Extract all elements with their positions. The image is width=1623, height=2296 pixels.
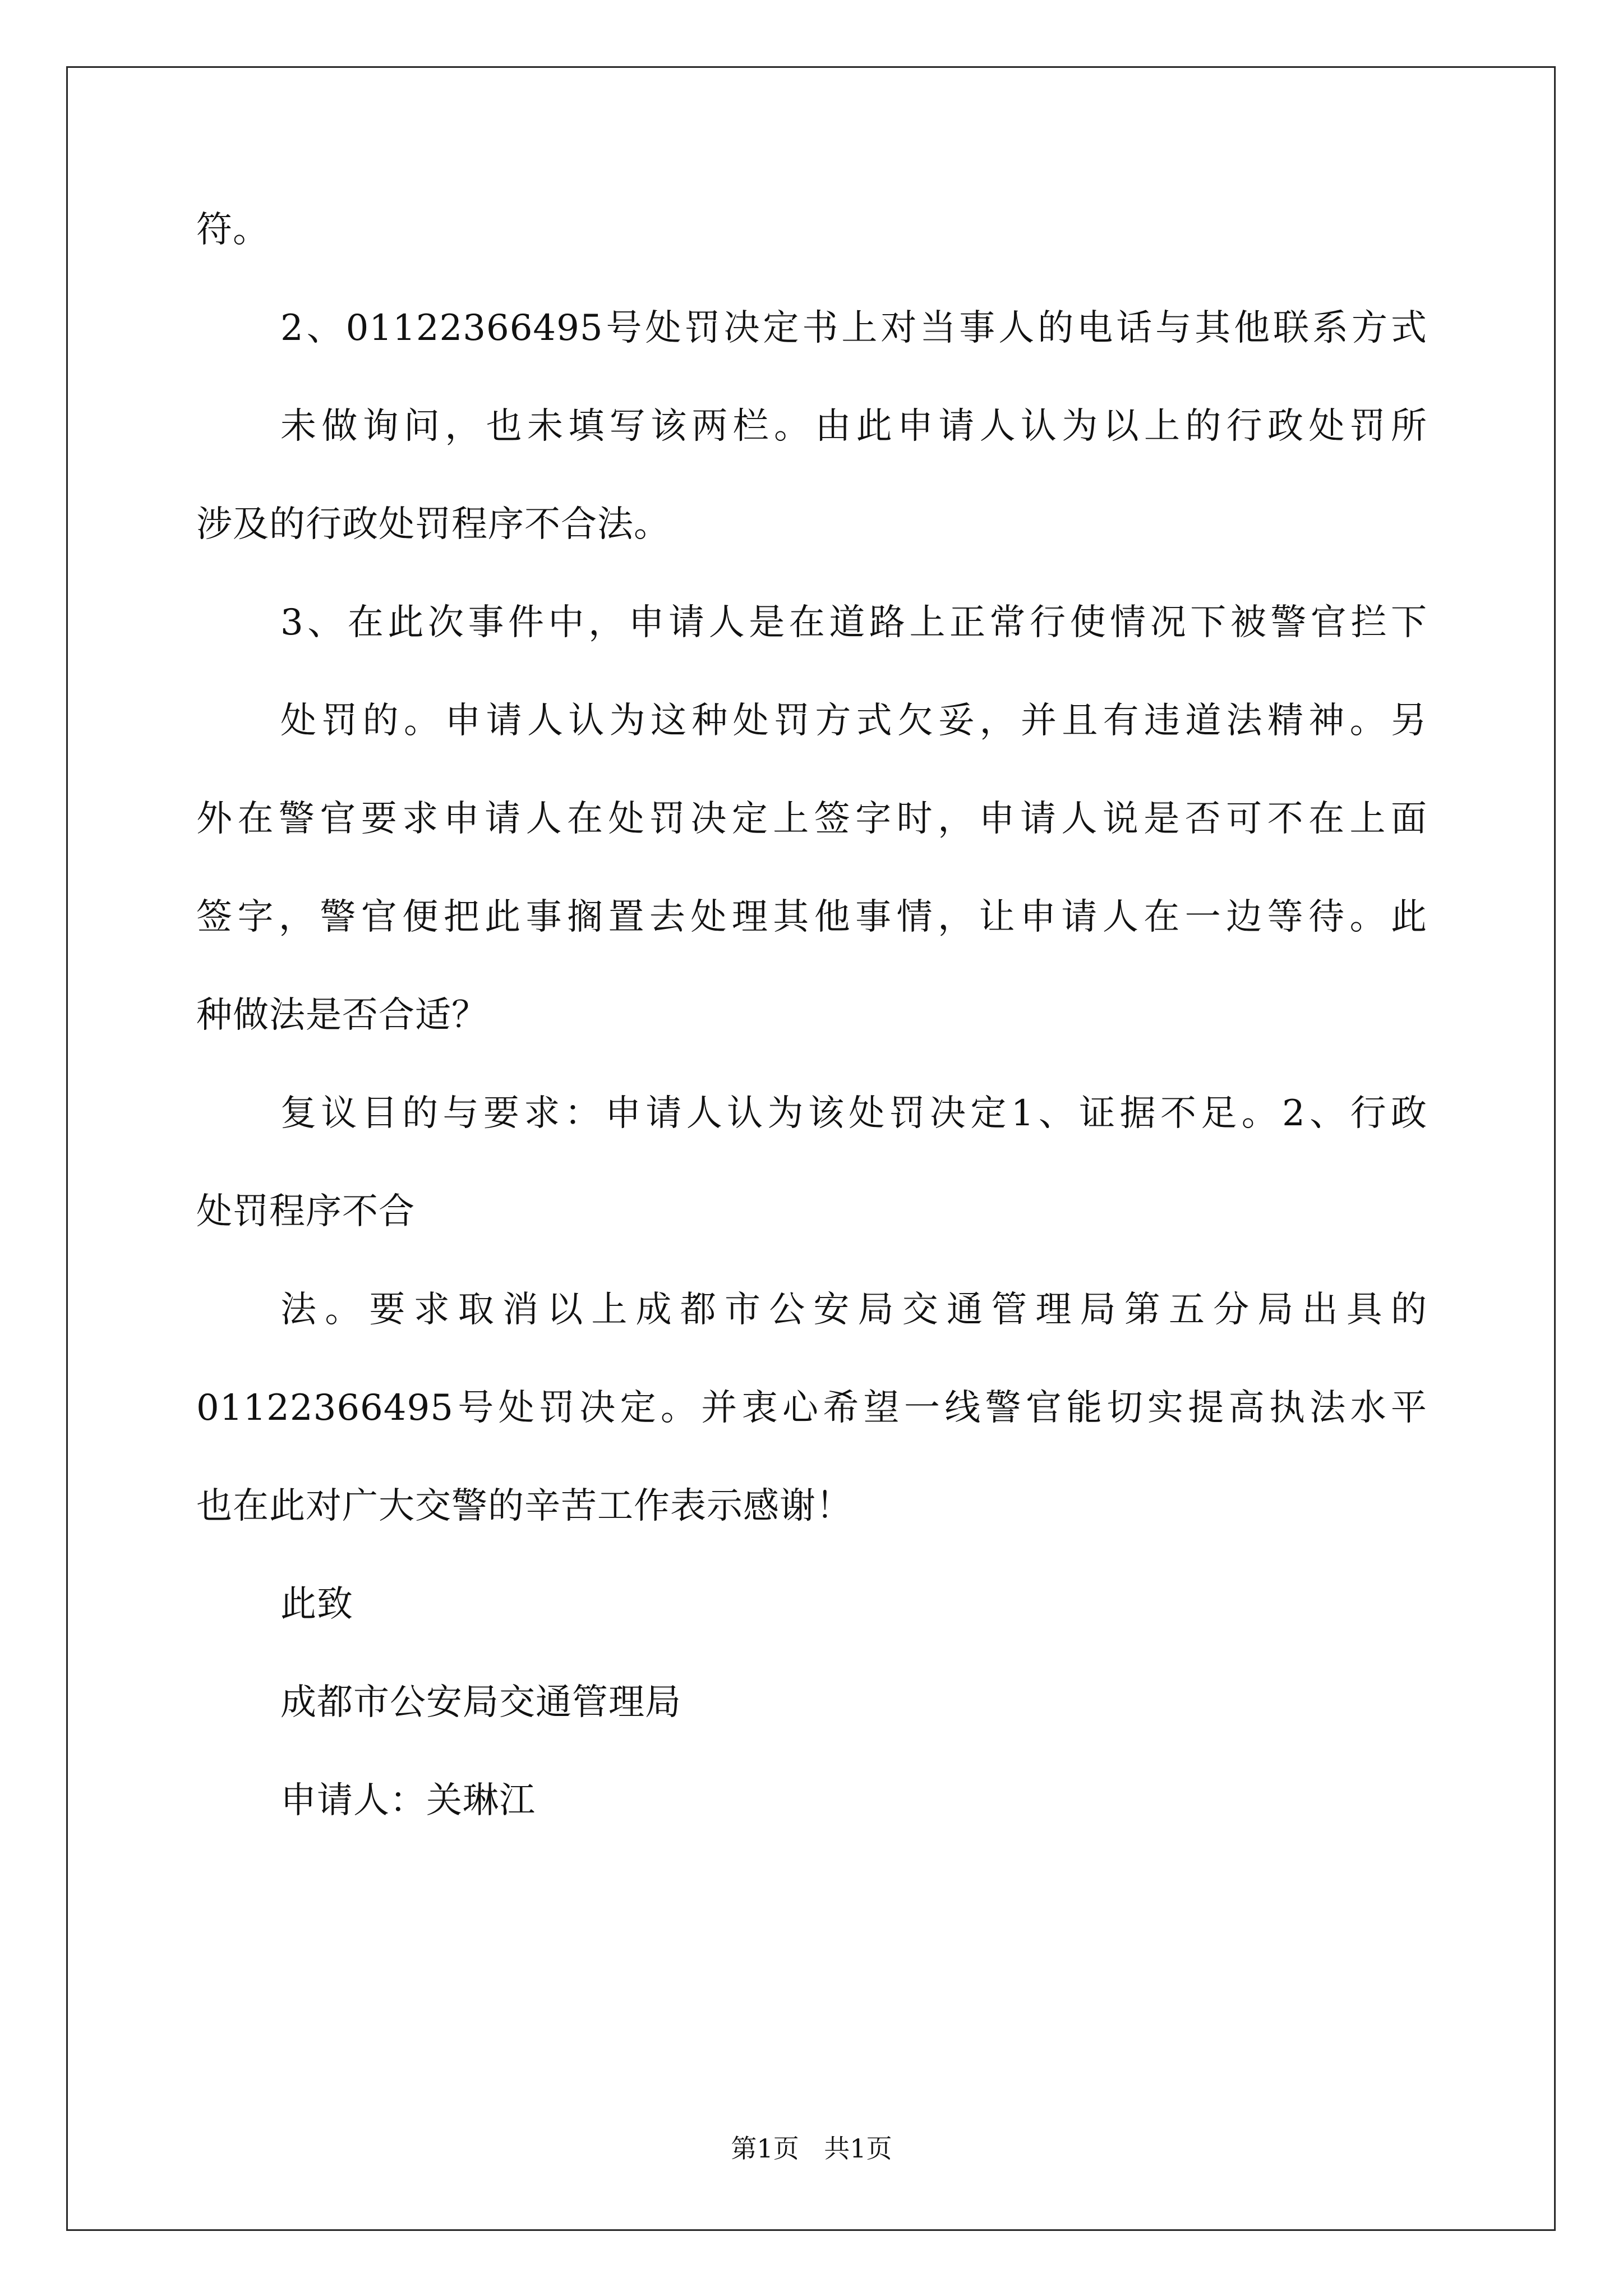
recipient-name: 成都市公安局交通管理局 (280, 1682, 681, 1723)
text-line-10: 复议目的与要求：申请人认为该处罚决定1、证据不足。2、行政 (280, 1093, 1427, 1134)
text-line-1: 符。 (196, 209, 269, 251)
text-line-11: 处罚程序不合 (196, 1191, 415, 1232)
text-line-13: 01122366495号处罚决定。并衷心希望一线警官能切实提高执法水平 (196, 1387, 1427, 1429)
page-border (66, 66, 1556, 2231)
text-line-3: 未做询问，也未填写该两栏。由此申请人认为以上的行政处罚所 (280, 406, 1427, 447)
page-footer: 第1页 共1页 (731, 2133, 892, 2164)
text-line-6: 处罚的。申请人认为这种处罚方式欠妥，并且有违道法精神。另 (280, 700, 1427, 742)
text-line-9: 种做法是否合适？ (196, 995, 488, 1036)
applicant-signature: 申请人：关琳江 (280, 1780, 536, 1821)
text-line-4: 涉及的行政处罚程序不合法。 (196, 504, 670, 545)
text-line-7: 外在警官要求申请人在处罚决定上签字时，申请人说是否可不在上面 (196, 798, 1427, 840)
text-line-2: 2、01122366495号处罚决定书上对当事人的电话与其他联系方式 (280, 307, 1427, 349)
text-line-8: 签字，警官便把此事搁置去处理其他事情，让申请人在一边等待。此 (196, 896, 1427, 938)
text-line-12: 法。要求取消以上成都市公安局交通管理局第五分局出具的 (280, 1289, 1427, 1331)
text-line-5: 3、在此次事件中，申请人是在道路上正常行使情况下被警官拦下 (280, 602, 1427, 643)
closing-salutation: 此致 (280, 1584, 353, 1625)
text-line-14: 也在此对广大交警的辛苦工作表示感谢！ (196, 1485, 852, 1527)
